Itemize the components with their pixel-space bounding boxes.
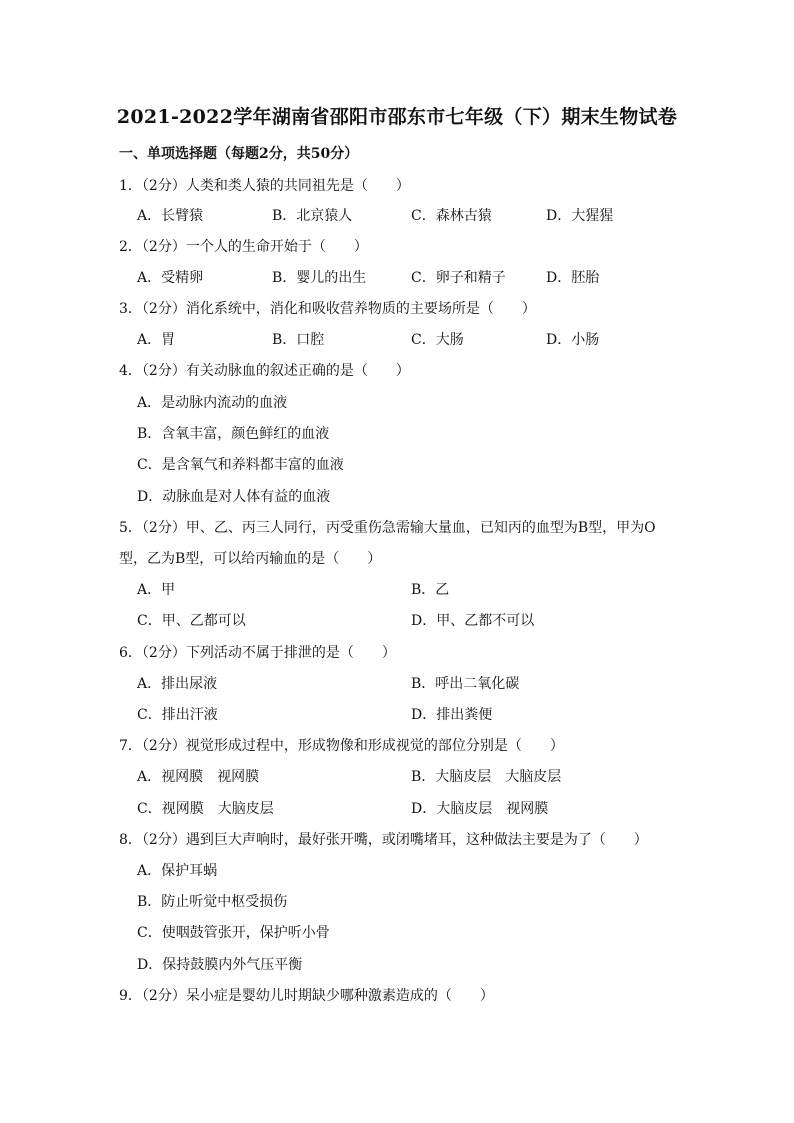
question-5: 5．（2分）甲、乙、丙三人同行，丙受重伤急需输大量血，已知丙的血型为B型，甲为O xyxy=(119,520,656,536)
question-8: 8．（2分）遇到巨大声响时，最好张开嘴，或闭嘴堵耳，这种做法主要是为了（ ） xyxy=(119,832,648,848)
option-b: B．含氧丰富，颜色鲜红的血液 xyxy=(137,426,330,442)
option-a: A．视网膜 视网膜 xyxy=(137,769,260,785)
option-c: C．卵子和精子 xyxy=(411,270,506,286)
option-d: D．保持鼓膜内外气压平衡 xyxy=(137,957,303,973)
question-6-options-row1 xyxy=(0,674,794,694)
option-a: A．保护耳蜗 xyxy=(137,863,218,879)
question-7-options-row1 xyxy=(0,767,794,787)
option-c: C．是含氧气和养料都丰富的血液 xyxy=(137,457,344,473)
question-7-options-row2 xyxy=(0,799,794,819)
option-a: A．甲 xyxy=(137,582,176,598)
option-c: C．大肠 xyxy=(411,332,464,348)
option-b: B．北京猿人 xyxy=(272,208,353,224)
option-b: B．大脑皮层 大脑皮层 xyxy=(411,769,562,785)
option-d: D．甲、乙都不可以 xyxy=(411,613,535,629)
option-b: B．呼出二氧化碳 xyxy=(411,676,520,692)
option-a: A．是动脉内流动的血液 xyxy=(137,395,288,411)
question-4: 4．（2分）有关动脉血的叙述正确的是（ ） xyxy=(119,363,410,379)
section-heading: 一、单项选择题（每题2分，共50分） xyxy=(119,146,359,162)
question-6-options-row2 xyxy=(0,705,794,725)
option-c: C．视网膜 大脑皮层 xyxy=(137,801,274,817)
option-b: B．婴儿的出生 xyxy=(272,270,367,286)
option-a: A．排出尿液 xyxy=(137,676,218,692)
question-5-continued: 型，乙为B型，可以给丙输血的是（ ） xyxy=(119,551,382,567)
option-d: D．大脑皮层 视网膜 xyxy=(411,801,549,817)
question-7: 7．（2分）视觉形成过程中，形成物像和形成视觉的部位分别是（ ） xyxy=(119,738,564,754)
question-2: 2．（2分）一个人的生命开始于（ ） xyxy=(119,239,368,255)
question-5-options-row2 xyxy=(0,611,794,631)
option-d: D．排出粪便 xyxy=(411,707,493,723)
option-b: B．乙 xyxy=(411,582,450,598)
option-a: A．长臂猿 xyxy=(137,208,204,224)
question-3-options xyxy=(0,330,794,350)
option-a: A．胃 xyxy=(137,332,176,348)
option-a: A．受精卵 xyxy=(137,270,204,286)
question-5-options-row1 xyxy=(0,580,794,600)
option-d: D．动脉血是对人体有益的血液 xyxy=(137,489,331,505)
question-3: 3．（2分）消化系统中，消化和吸收营养物质的主要场所是（ ） xyxy=(119,301,536,317)
option-d: D．小肠 xyxy=(546,332,600,348)
option-c: C．森林古猿 xyxy=(411,208,492,224)
option-d: D．胚胎 xyxy=(546,270,600,286)
option-b: B．口腔 xyxy=(272,332,325,348)
option-b: B．防止听觉中枢受损伤 xyxy=(137,894,288,910)
option-c: C．使咽鼓管张开，保护听小骨 xyxy=(137,925,330,941)
question-2-options xyxy=(0,268,794,288)
question-1: 1．（2分）人类和类人猿的共同祖先是（ ） xyxy=(119,178,410,194)
option-d: D．大猩猩 xyxy=(546,208,614,224)
question-9: 9．（2分）呆小症是婴幼儿时期缺少哪种激素造成的（ ） xyxy=(119,988,494,1004)
option-c: C．甲、乙都可以 xyxy=(137,613,246,629)
question-1-options xyxy=(0,206,794,226)
page-title: 2021-2022学年湖南省邵阳市邵东市七年级（下）期末生物试卷 xyxy=(116,106,678,128)
option-c: C．排出汗液 xyxy=(137,707,218,723)
question-6: 6．（2分）下列活动不属于排泄的是（ ） xyxy=(119,645,396,661)
